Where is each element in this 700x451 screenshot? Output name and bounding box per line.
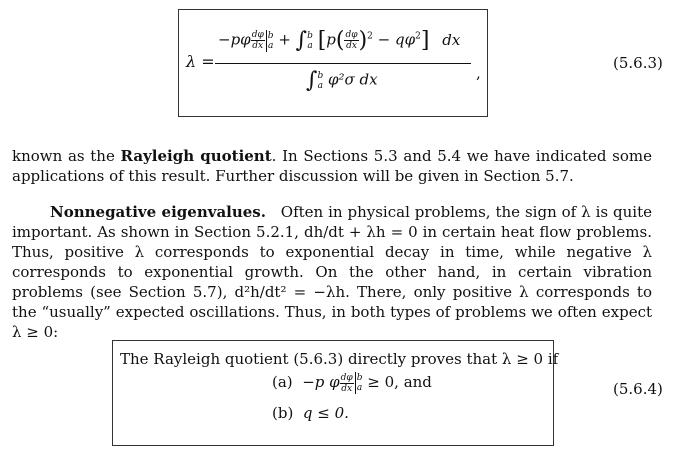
condition-a: (a) −p φ $\frac{d\varphi}{dx}$ b a ≥ 0, and <box>272 372 432 394</box>
equation-number-5-6-3: (5.6.3) <box>613 54 663 72</box>
evaluation-bar <box>266 30 267 52</box>
dphi-dx-fraction: $\frac{d\varphi}{dx}$ <box>251 30 264 51</box>
paragraph-rayleigh: known as the Rayleigh quotient. In Sections 5.3 and 5.4 we have indicated some applications of this result. Further discussion will be given in Section 5.7. <box>12 147 652 185</box>
condition-b: (b) q ≤ 0. <box>272 404 349 422</box>
nonnegative-heading: Nonnegative eigenvalues. <box>50 203 266 221</box>
fraction-line <box>215 63 471 64</box>
rayleigh-denominator: ∫ b a φ²σ dx <box>306 68 378 93</box>
box-line-1: The Rayleigh quotient (5.6.3) directly proves that λ ≥ 0 if <box>120 350 559 368</box>
integral-sign: ∫ <box>295 28 308 53</box>
lambda-lhs: λ = <box>186 52 215 71</box>
paragraph-nonnegative: Nonnegative eigenvalues. Often in physical problems, the sign of λ is quite important. As shown in Section 5.2.1, dh/dt + λh = 0 in certain heat flow problems. Thus, positive λ corresponds to exponential decay in time, while negative λ corresponds to exponential growth. On the other hand, in certain vibration problems (see Section 5.7), d²h/dt² = −λh. There, only positive λ corresponds to the “usually” expected oscillations. Thus, in both types of problems we often expect λ ≥ 0: <box>12 203 652 341</box>
rayleigh-numerator: −pφ $\frac{d\varphi}{dx}$ b a + ∫ b a [p( $\frac{d\varphi}{dx}$ )$^2 - q\varphi^2$] dx <box>218 28 461 53</box>
rayleigh-quotient-term: Rayleigh quotient <box>120 147 272 165</box>
equation-number-5-6-4: (5.6.4) <box>613 380 663 398</box>
